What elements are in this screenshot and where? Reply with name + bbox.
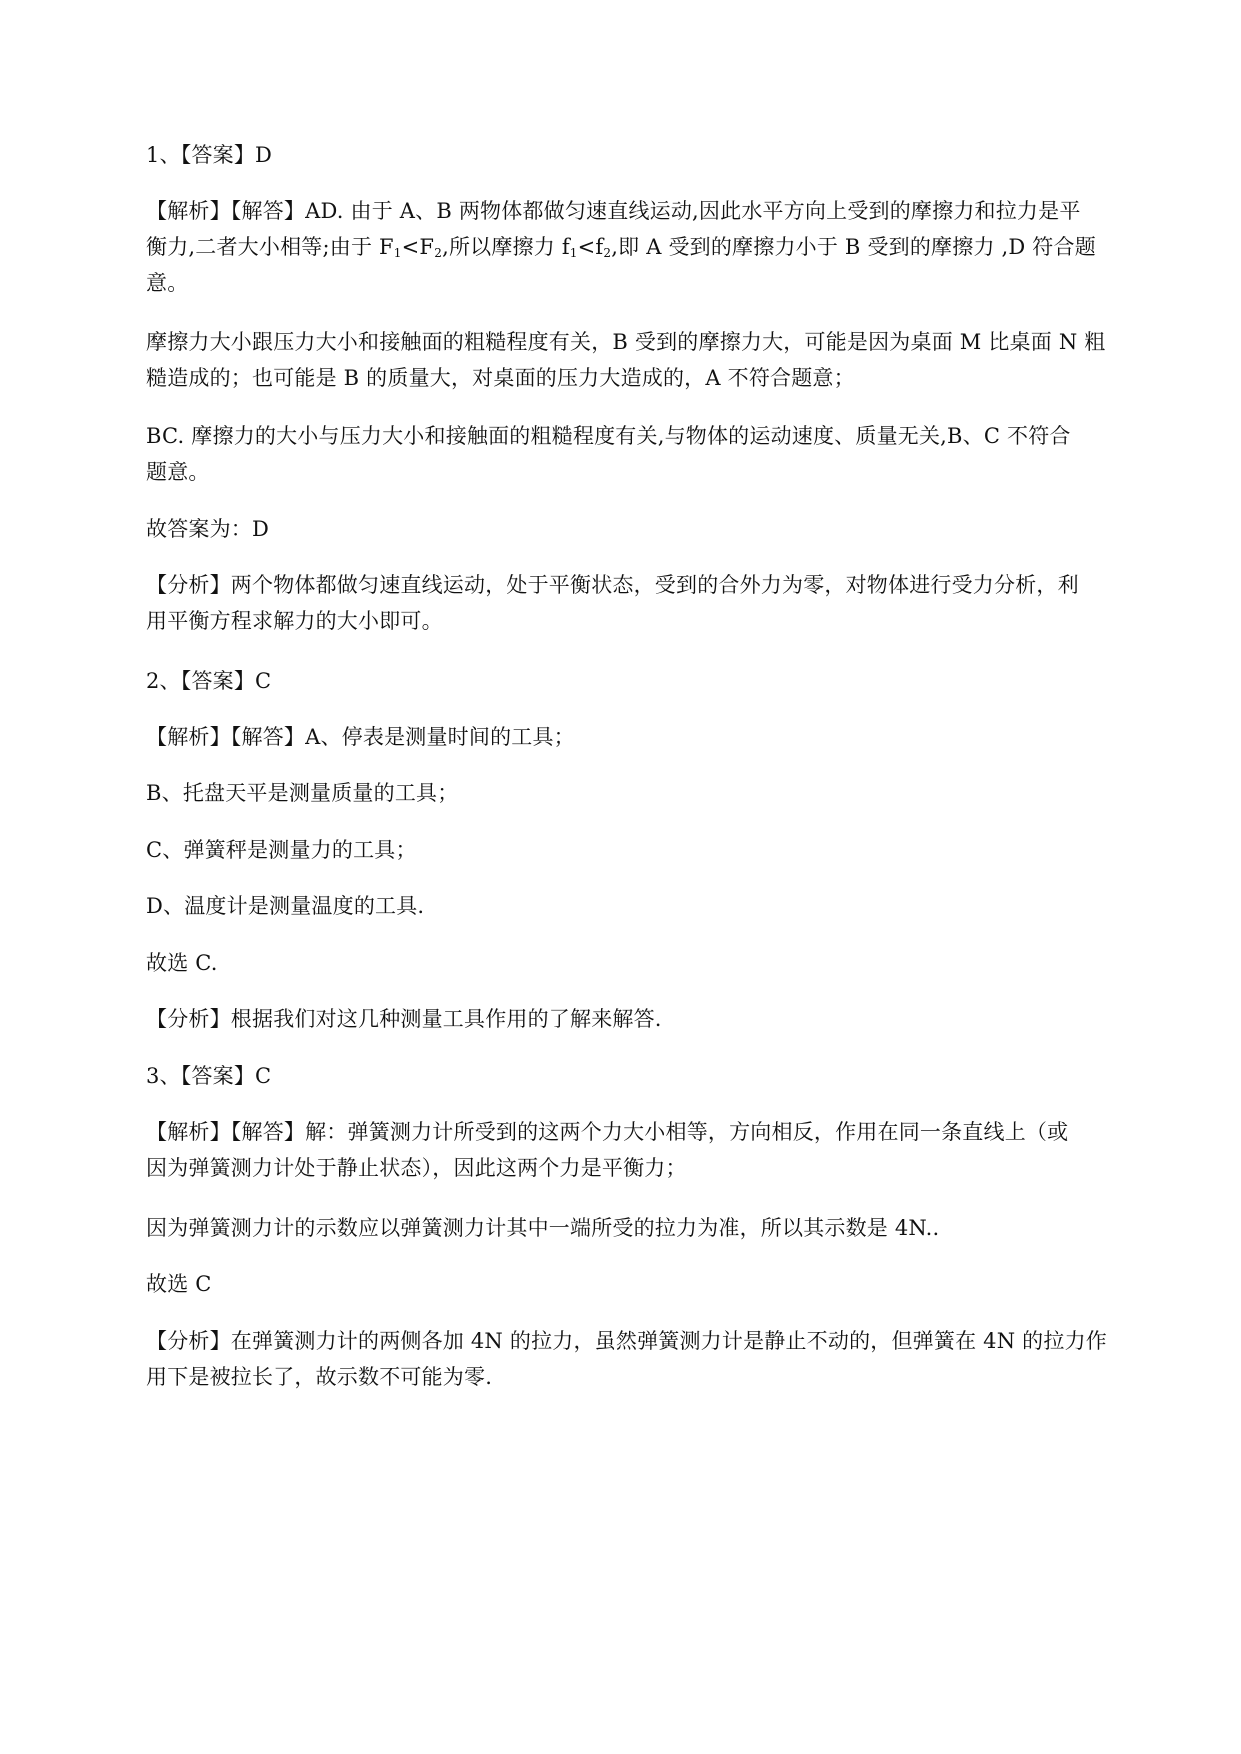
q1-analysis-line3: 意。: [146, 271, 189, 295]
q1-fenxi: [146, 567, 1146, 639]
q1-para3: [146, 418, 1146, 490]
q1-answer: 1、【答案】D: [146, 143, 273, 167]
q1-text-seg: ,即 A 受到的摩擦力小于 B 受到的摩擦力 ,D 符合题: [611, 235, 1096, 259]
q1-para2: [146, 324, 1146, 396]
q2-item-d: D、温度计是测量温度的工具.: [146, 894, 425, 918]
q2-conclusion: 故选 C.: [146, 951, 218, 975]
q1-analysis: [146, 193, 1146, 301]
q1-text-seg: <F: [401, 235, 435, 259]
q1-para2-line1: 摩擦力大小跟压力大小和接触面的粗糙程度有关，B 受到的摩擦力大，可能是因为桌面 M 比桌面 N 粗: [146, 330, 1106, 354]
subscript: 1: [393, 246, 402, 260]
q1-para2-line2: 糙造成的；也可能是 B 的质量大，对桌面的压力大造成的，A 不符合题意；: [146, 366, 855, 390]
q2-answer: 2、【答案】C: [146, 669, 272, 693]
q3-analysis: [146, 1114, 1146, 1186]
q2-analysis: 【解析】【解答】A、停表是测量时间的工具；: [146, 725, 575, 749]
q3-analysis-line2: 因为弹簧测力计处于静止状态），因此这两个力是平衡力；: [146, 1156, 687, 1180]
q1-analysis-line1: 【解析】【解答】AD. 由于 A、B 两物体都做匀速直线运动,因此水平方向上受到的摩擦力和拉力是平: [146, 199, 1081, 223]
q3-fenxi-line2: 用下是被拉长了，故示数不可能为零.: [146, 1365, 493, 1389]
q3-analysis-line1: 【解析】【解答】解：弹簧测力计所受到的这两个力大小相等，方向相反，作用在同一条直线上（或: [146, 1120, 1069, 1144]
q1-text-seg: 衡力,二者大小相等;由于 F: [146, 235, 394, 259]
q1-fenxi-line2: 用平衡方程求解力的大小即可。: [146, 609, 443, 633]
q3-answer: 3、【答案】C: [146, 1064, 272, 1088]
q1-analysis-line2: [146, 229, 1146, 265]
subscript: 2: [434, 246, 443, 260]
q2-item-c: C、弹簧秤是测量力的工具；: [146, 838, 417, 862]
q1-text-seg: ,所以摩擦力 f: [442, 235, 570, 259]
q3-para2: 因为弹簧测力计的示数应以弹簧测力计其中一端所受的拉力为准，所以其示数是 4N..: [146, 1216, 940, 1240]
q1-para3-line1: BC. 摩擦力的大小与压力大小和接触面的粗糙程度有关,与物体的运动速度、质量无关,B、C 不符合: [146, 424, 1071, 448]
subscript: 1: [569, 246, 578, 260]
q1-para3-line2: 题意。: [146, 460, 210, 484]
q3-conclusion: 故选 C: [146, 1272, 212, 1296]
q2-fenxi: 【分析】根据我们对这几种测量工具作用的了解来解答.: [146, 1007, 662, 1031]
q1-conclusion: 故答案为：D: [146, 517, 270, 541]
q1-text-seg: <f: [577, 235, 604, 259]
q3-fenxi-line1: 【分析】在弹簧测力计的两侧各加 4N 的拉力，虽然弹簧测力计是静止不动的，但弹簧在 4N 的拉力作: [146, 1329, 1107, 1353]
q1-fenxi-line1: 【分析】两个物体都做匀速直线运动，处于平衡状态，受到的合外力为零，对物体进行受力分析，利: [146, 573, 1079, 597]
subscript: 2: [603, 246, 612, 260]
q3-fenxi: [146, 1323, 1146, 1395]
q2-item-b: B、托盘天平是测量质量的工具；: [146, 781, 459, 805]
